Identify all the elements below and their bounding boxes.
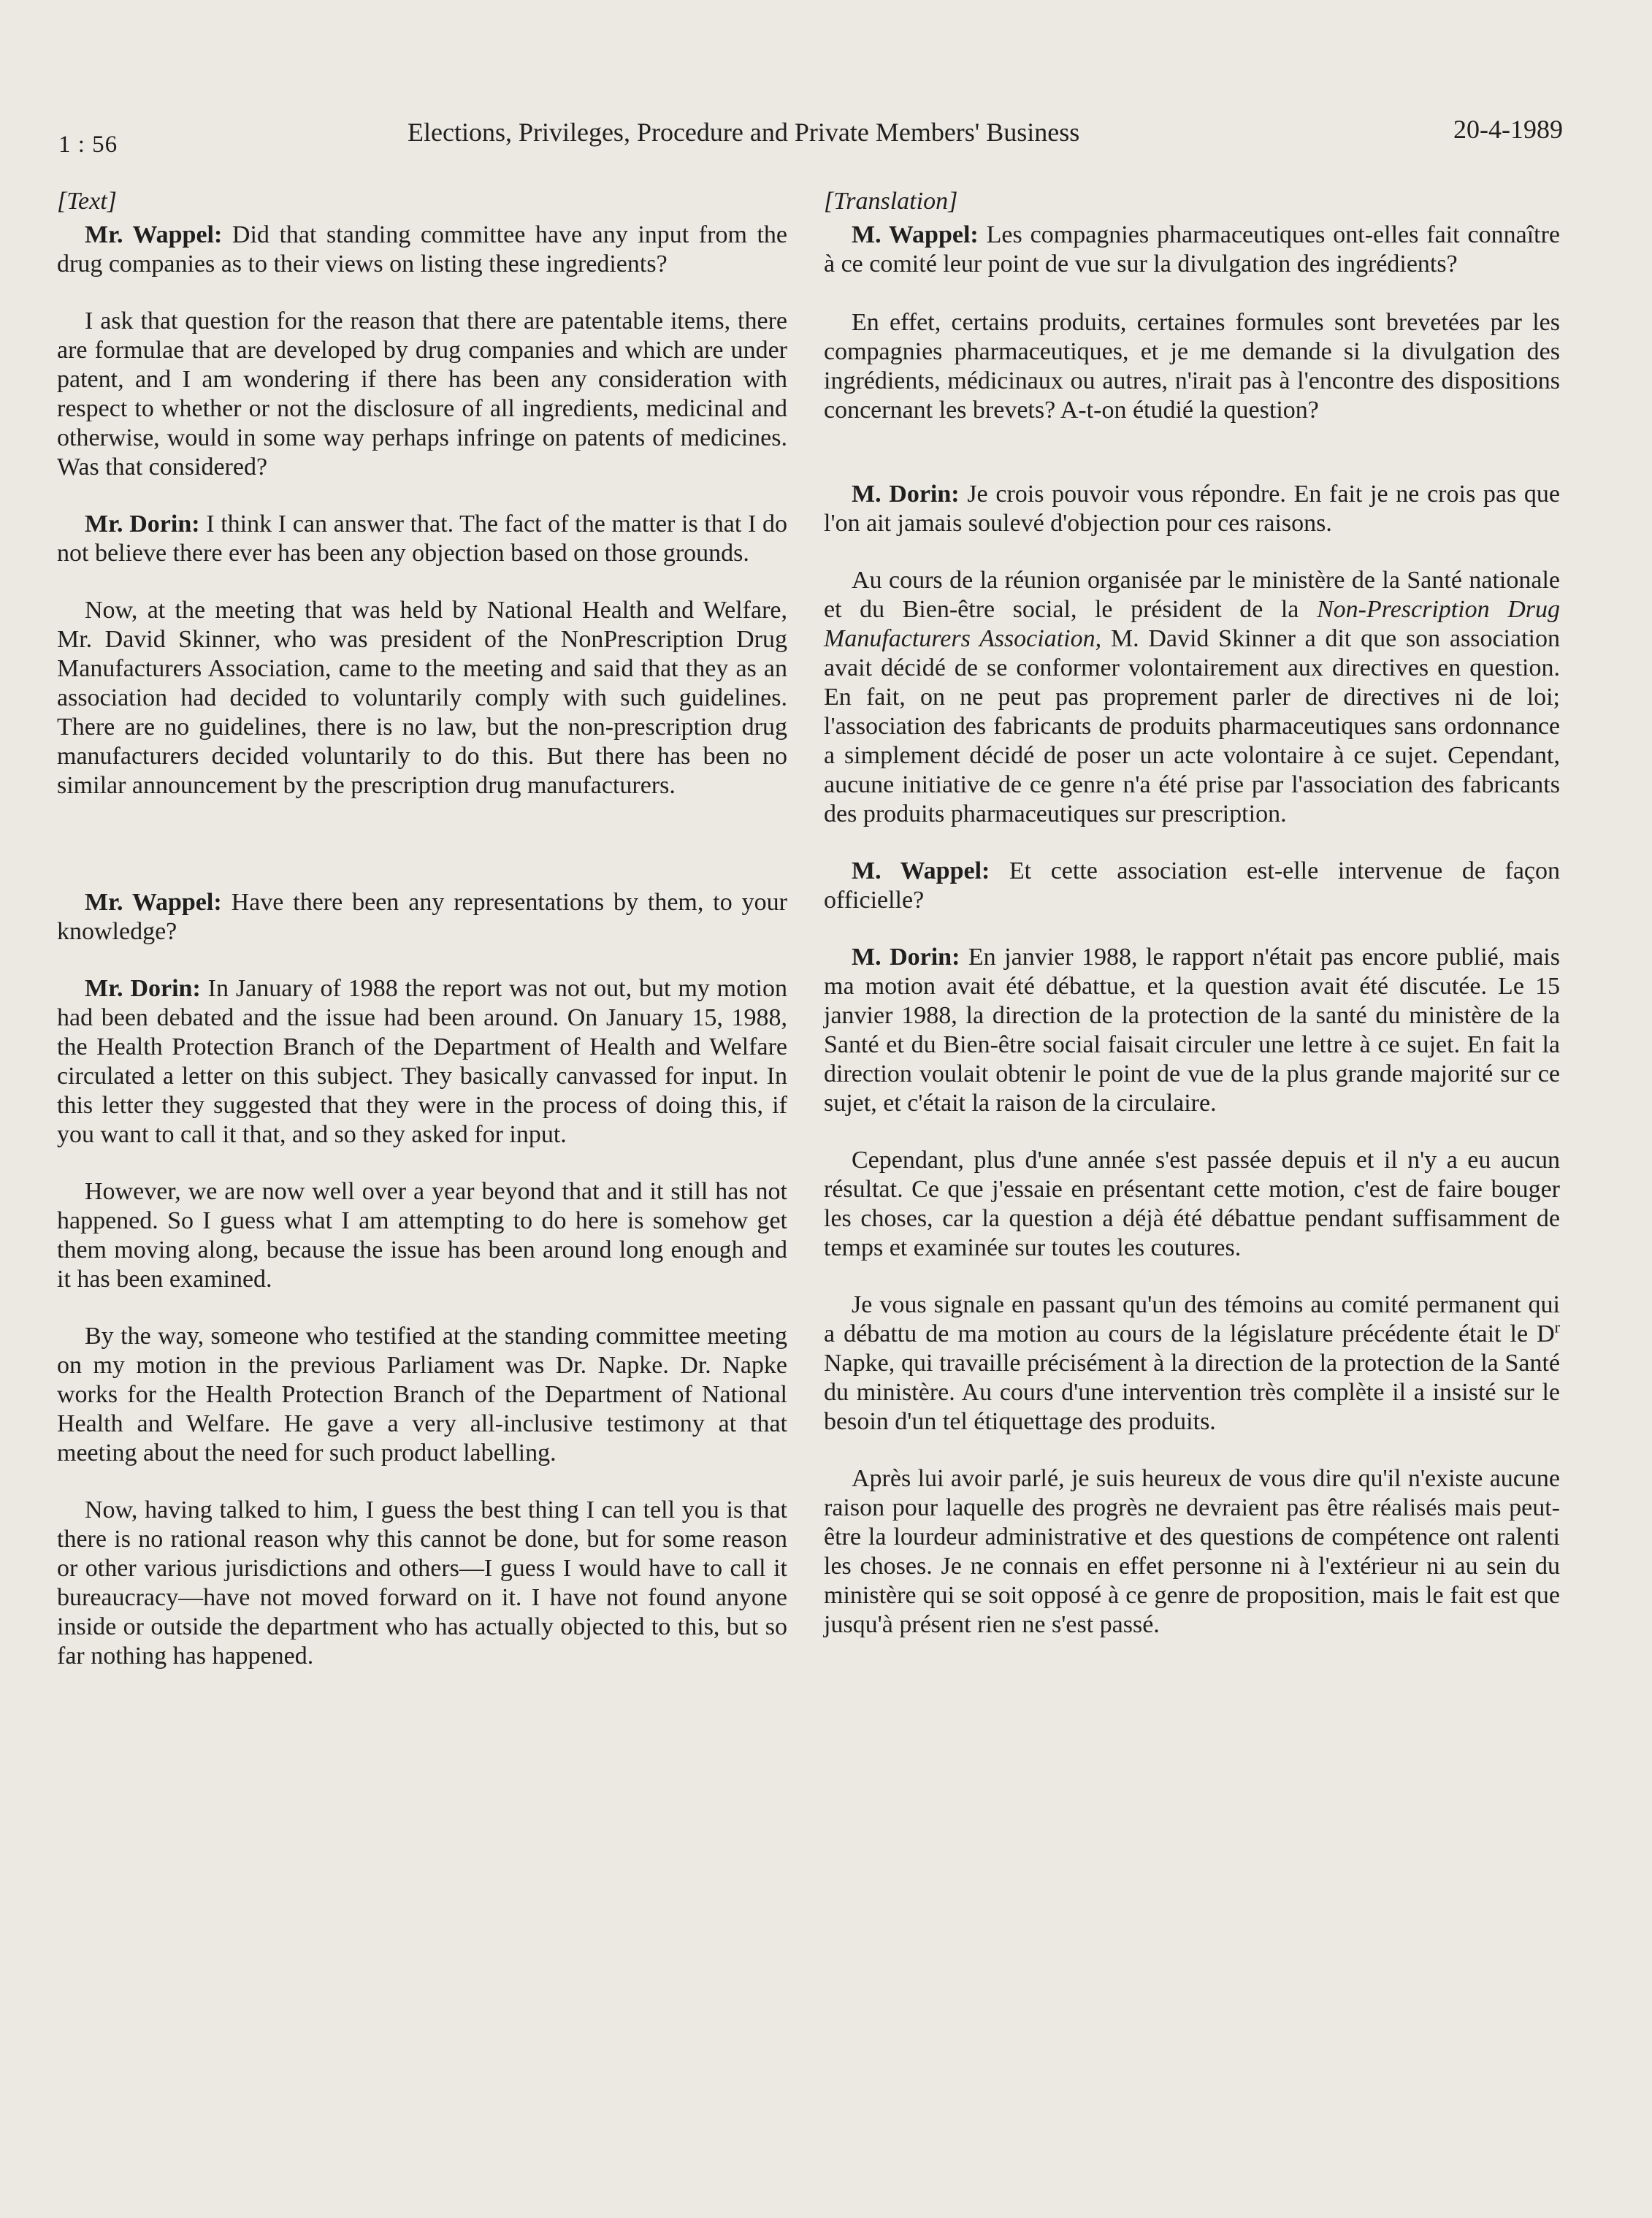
paragraph: En effet, certains produits, certaines formules sont brevetées par les compagnies pharmaceutiques, et je me demande si la divulgation des ingrédients, médicinaux ou autres, n'irait pas à l'encontre des dispositions concernant les brevets? A-t-on étudié la question? bbox=[824, 309, 1560, 424]
paragraph bbox=[57, 221, 787, 279]
running-title: Elections, Privileges, Procedure and Private Members' Business bbox=[408, 118, 1080, 147]
speech-text: En janvier 1988, le rapport n'était pas encore publié, mais ma motion avait été débattue, et la question avait été discutée. Le 15 janvier 1988, la direction de la protection de la santé du ministère de la Santé et du Bien-être social faisait circuler une lettre à ce sujet. En fait la direction voulait obtenir le point de vue de la plus grande majorité sur ce sujet, et c'était la raison de la circulaire. bbox=[824, 944, 1560, 1117]
section-label-text: [Text] bbox=[57, 188, 117, 215]
page-number: 1 : 56 bbox=[58, 131, 118, 158]
association-name: Non-Prescription Drug Manufacturers Association, bbox=[824, 596, 1560, 652]
paragraph bbox=[57, 510, 787, 568]
speaker-name: Mr. Dorin: bbox=[85, 510, 200, 538]
speech-text: Au cours de la réunion organisée par le ministère de la Santé nationale et du Bien-être social, le président de la bbox=[824, 567, 1560, 623]
speech-text: I think I can answer that. The fact of the matter is that I do not believe there ever has been any objection based on those grounds. bbox=[57, 510, 787, 567]
speech-text: Have there been any representations by them, to your knowledge? bbox=[57, 889, 787, 945]
speech-text: Napke, qui travaille précisément à la direction de la protection de la Santé du ministère. Au cours d'une intervention très complète il a insisté sur le besoin d'un tel étiquettage des produits. bbox=[824, 1350, 1560, 1435]
english-column bbox=[57, 187, 787, 1671]
section-label-translation: [Translation] bbox=[824, 188, 958, 215]
speech-text: Les compagnies pharmaceutiques ont-elles fait connaître à ce comité leur point de vue sur la divulgation des ingrédients? bbox=[824, 221, 1561, 278]
speaker-name: Mr. Wappel: bbox=[85, 889, 222, 916]
paragraph: Cependant, plus d'une année s'est passée depuis et il n'y a eu aucun résultat. Ce que j'essaie en présentant cette motion, c'est de faire bouger les choses, car la question a déjà été débattue pendant suffisamment de temps et examinée sur toutes les coutures. bbox=[824, 1147, 1560, 1261]
page-header bbox=[58, 108, 1563, 159]
speaker-name: Mr. Wappel: bbox=[85, 221, 223, 248]
speaker-name: Mr. Dorin: bbox=[85, 975, 201, 1002]
speech-text: Et cette association est-elle intervenue de façon officielle? bbox=[824, 857, 1560, 914]
paragraph: Now, at the meeting that was held by National Health and Welfare, Mr. David Skinner, who was president of the NonPrescription Drug Manufacturers Association, came to the meeting and said that they as an association had decided to voluntarily comply with such guidelines. There are no guidelines, there is no law, but the non-prescription drug manufacturers decided voluntarily to do this. But there has been no similar announcement by the prescription drug manufacturers. bbox=[57, 597, 787, 799]
paragraph bbox=[824, 1290, 1560, 1437]
speaker-name: M. Dorin: bbox=[852, 944, 960, 971]
paragraph: However, we are now well over a year beyond that and it still has not happened. So I guess what I am attempting to do here is somehow get them moving along, because the issue has been around long enough and it has been examined. bbox=[57, 1178, 787, 1293]
speech-text: Je vous signale en passant qu'un des témoins au comité permanent qui a débattu de ma motion au cours de la législature précédente était le D bbox=[824, 1291, 1560, 1347]
paragraph bbox=[824, 221, 1560, 279]
paragraph: I ask that question for the reason that there are patentable items, there are formulae that are developed by drug companies and which are under patent, and I am wondering if there has been any consideration with respect to whether or not the disclosure of all ingredients, medicinal and otherwise, would in some way perhaps infringe on patents of medicines. Was that considered? bbox=[57, 307, 787, 481]
paragraph: By the way, someone who testified at the standing committee meeting on my motion in the previous Parliament was Dr. Napke. Dr. Napke works for the Health Protection Branch of the Department of National Health and Welfare. He gave a very all-inclusive testimony at that meeting about the need for such product labelling. bbox=[57, 1323, 787, 1466]
paragraph bbox=[824, 857, 1560, 915]
speech-text: Je crois pouvoir vous répondre. En fait je ne crois pas que l'on ait jamais soulevé d'objection pour ces raisons. bbox=[824, 481, 1560, 537]
speaker-name: M. Wappel: bbox=[852, 857, 990, 884]
speech-text: In January of 1988 the report was not out, but my motion had been debated and the issue had been around. On January 15, 1988, the Health Protection Branch of the Department of Health and Welfare circulated a letter on this subject. They basically canvassed for input. In this letter they suggested that they were in the process of doing this, if you want to call it that, and so they asked for input. bbox=[57, 975, 787, 1148]
paragraph: Now, having talked to him, I guess the best thing I can tell you is that there is no rational reason why this cannot be done, but for some reason or other various jurisdictions and others—I guess I would have to call it bureaucracy—have not moved forward on it. I have not found anyone inside or outside the department who has actually objected to this, but so far nothing has happened. bbox=[57, 1496, 787, 1670]
paragraph bbox=[57, 888, 787, 947]
speaker-name: M. Dorin: bbox=[852, 481, 960, 508]
paragraph: Après lui avoir parlé, je suis heureux de vous dire qu'il n'existe aucune raison pour laquelle des progrès ne devraient pas être réalisés mais peut-être la lourdeur administrative et des questions de compétence ont ralenti les choses. Je ne connais en effet personne ni à l'extérieur ni au sein du ministère qui se soit opposé à ce genre de proposition, mais le fait est que jusqu'à présent rien ne s'est passé. bbox=[824, 1465, 1560, 1638]
speech-text: M. David Skinner a dit que son association avait décidé de se conformer volontairement aux directives en question. En fait, on ne peut pas proprement parler de directives ni de loi; l'association des fabricants de produits pharmaceutiques sans ordonnance a simplement décidé de poser un acte volontaire à ce sujet. Cependant, aucune initiative de ce genre n'a été prise par l'association des fabricants des produits pharmaceutiques sur prescription. bbox=[824, 625, 1560, 827]
speaker-name: M. Wappel: bbox=[852, 221, 979, 248]
paragraph bbox=[824, 480, 1560, 538]
superscript: r bbox=[1554, 1318, 1560, 1336]
paragraph bbox=[824, 566, 1560, 829]
paragraph bbox=[824, 943, 1560, 1118]
paragraph bbox=[57, 974, 787, 1150]
header-date: 20-4-1989 bbox=[1453, 115, 1563, 144]
french-column bbox=[824, 187, 1560, 1640]
speech-text: Did that standing committee have any input from the drug companies as to their views on listing these ingredients? bbox=[57, 221, 787, 278]
